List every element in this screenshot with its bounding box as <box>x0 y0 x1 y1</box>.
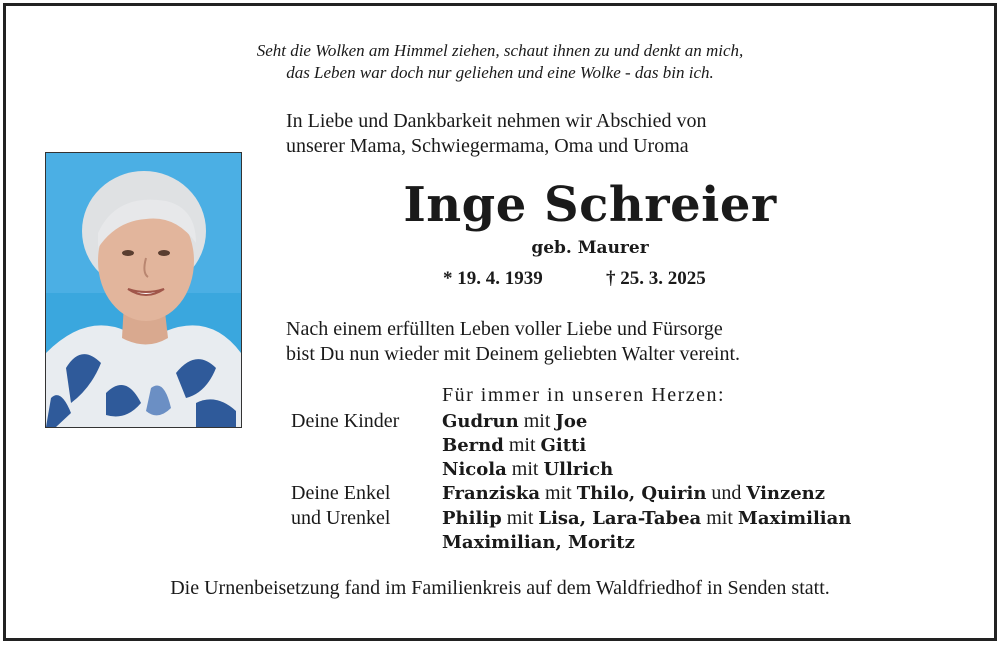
connector: mit <box>506 507 534 529</box>
grandchild-name: Franziska <box>442 483 541 504</box>
partner-names: Lisa, Lara-Tabea <box>538 508 702 529</box>
partner-name: Vinzenz <box>746 483 825 504</box>
partner-names: Thilo, Quirin <box>576 483 707 504</box>
child-name: Gudrun <box>442 411 519 432</box>
great-grandchildren-line <box>442 531 635 554</box>
motto-line-1: Seht die Wolken am Himmel ziehen, schaut ihnen zu und denkt an mich, <box>256 41 744 60</box>
great-grandchildren-label: und Urenkel <box>291 507 391 529</box>
child-line-3 <box>442 458 613 481</box>
closing-note: Die Urnenbeisetzung fand im Familienkreis auf dem Waldfriedhof in Senden statt. <box>170 577 830 599</box>
intro-line-1: In Liebe und Dankbarkeit nehmen wir Abschied von <box>286 110 707 132</box>
birth-date: * 19. 4. 1939 <box>443 268 543 289</box>
partner-name: Joe <box>555 411 588 432</box>
grandchildren-label: Deine Enkel <box>291 482 391 504</box>
forever-heading: Für immer in unseren Herzen: <box>442 384 726 406</box>
intro-text <box>286 109 706 159</box>
grandchild-line-2 <box>442 507 851 530</box>
message-line-1: Nach einem erfüllten Leben voller Liebe und Fürsorge <box>286 318 723 340</box>
children-label: Deine Kinder <box>291 410 400 432</box>
connector: mit <box>706 507 733 529</box>
child-line-1 <box>442 410 587 433</box>
child-name: Nicola <box>442 459 507 480</box>
message-text <box>286 317 740 367</box>
deceased-name: Inge Schreier <box>403 177 777 233</box>
partner-name: Maximilian <box>737 508 852 529</box>
connector: mit <box>511 458 539 480</box>
child-name: Bernd <box>442 435 504 456</box>
birth-name: geb. Maurer <box>531 238 649 258</box>
motto-line-2: das Leben war doch nur geliehen und eine Wolke - das bin ich. <box>286 63 714 82</box>
connector: mit <box>545 482 572 504</box>
child-line-2 <box>442 434 586 457</box>
connector: mit <box>523 410 551 432</box>
death-date: † 25. 3. 2025 <box>606 268 706 289</box>
message-line-2: bist Du nun wieder mit Deinem geliebten Walter vereint. <box>286 343 741 365</box>
grandchild-name: Philip <box>442 508 502 529</box>
connector: mit <box>508 434 536 456</box>
connector: und <box>711 482 742 504</box>
great-grandchildren-names: Maximilian, Moritz <box>442 532 635 553</box>
partner-name: Ullrich <box>543 459 614 480</box>
intro-line-2: unserer Mama, Schwiegermama, Oma und Uroma <box>286 135 689 157</box>
grandchild-line-1 <box>442 482 825 505</box>
partner-name: Gitti <box>540 435 587 456</box>
